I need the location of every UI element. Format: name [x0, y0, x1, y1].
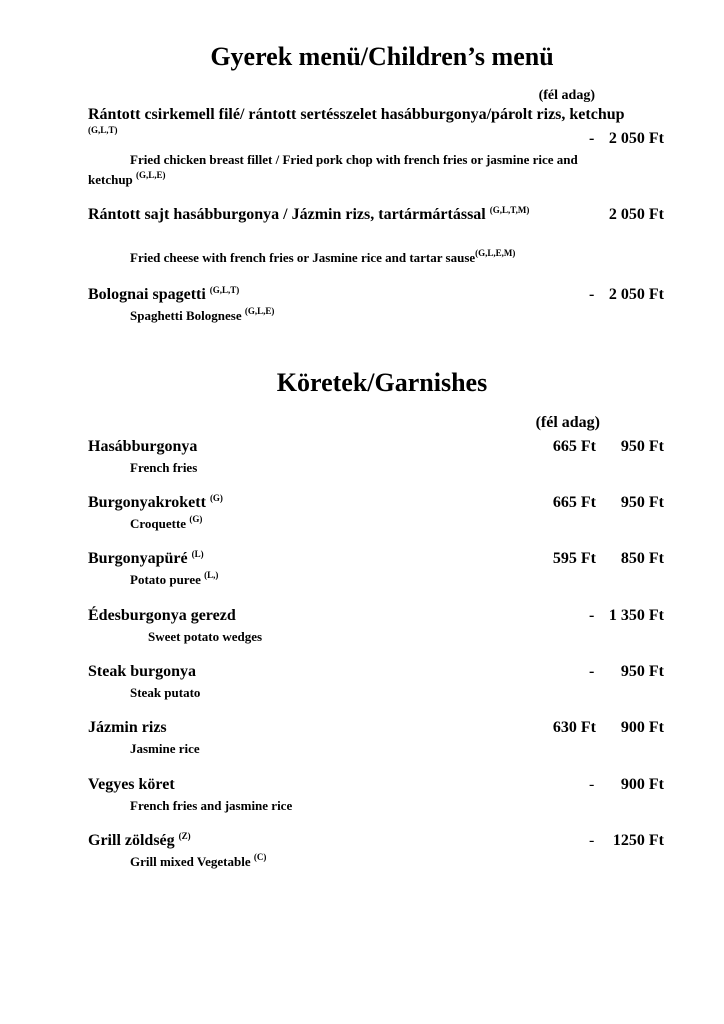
garnish-7-sub: French fries and jasmine rice: [130, 798, 293, 813]
garnish-2-half-price: 665 Ft: [552, 494, 596, 511]
garnish-7-half-price: -: [589, 776, 595, 793]
garnishes-title: Köretek/Garnishes: [276, 368, 488, 397]
garnish-8-name: Grill zöldség $^{(Z)}$: [88, 831, 191, 849]
kids-item-2-price: 2 050 Ft: [608, 206, 664, 223]
garnish-3-full-price: 850 Ft: [620, 550, 664, 567]
garnish-4-full-price: 1 350 Ft: [608, 607, 664, 624]
garnish-8-sub: Grill mixed Vegetable $^{(C)}$: [130, 852, 267, 869]
garnish-3-sub: Potato puree $^{(L,)}$: [130, 570, 219, 587]
kids-item-3-price: 2 050 Ft: [608, 286, 664, 303]
garnish-5-name: Steak burgonya: [88, 663, 197, 680]
garnish-6-full-price: 900 Ft: [620, 719, 664, 736]
garnish-4-name: Édesburgonya gerezd: [88, 607, 236, 624]
garnish-3-half-price: 595 Ft: [552, 550, 596, 567]
kids-item-1-name: Rántott csirkemell filé/ rántott sertésszelet hasábburgonya/párolt rizs, ketchup: [88, 106, 625, 123]
garnish-2-sub: Croquette $^{(G)}$: [130, 514, 203, 531]
garnish-1-sub: French fries: [130, 460, 198, 475]
garnish-6-name: Jázmin rizs: [88, 719, 167, 736]
garnish-1-name: Hasábburgonya: [88, 438, 198, 455]
kids-item-3-sub: Spaghetti Bolognese $^{(G,L,E)}$: [130, 306, 275, 323]
kids-item-2-name: Rántott sajt hasábburgonya / Jázmin rizs, tartármártással $^{(G,L,T,M)}$: [88, 205, 530, 223]
garnish-6-sub: Jasmine rice: [130, 741, 200, 756]
garnish-7-name: Vegyes köret: [88, 776, 175, 793]
garnish-5-half-price: -: [589, 663, 595, 680]
kids-half-portion-note: (fél adag): [538, 88, 595, 103]
garnishes-half-portion-note: (fél adag): [535, 414, 600, 431]
kids-item-1-allergens: (G,L,T): [88, 125, 118, 135]
kids-item-1-price: 2 050 Ft: [608, 130, 664, 147]
kids-item-1-sub-line1: Fried chicken breast fillet / Fried pork chop with french fries or jasmine rice and: [130, 152, 578, 167]
garnish-1-full-price: 950 Ft: [620, 438, 664, 455]
garnish-8-half-price: -: [589, 832, 595, 849]
kids-item-3-name: Bolognai spagetti $^{(G,L,T)}$: [88, 285, 240, 303]
garnish-7-full-price: 900 Ft: [620, 776, 664, 793]
kids-title: Gyerek menü/Children’s menü: [210, 42, 554, 71]
kids-item-1-sub-line2: ketchup $^{(G,L,E)}$: [88, 170, 166, 187]
garnish-8-full-price: 1250 Ft: [612, 832, 664, 849]
garnish-6-half-price: 630 Ft: [552, 719, 596, 736]
kids-item-3-dash: -: [589, 286, 595, 303]
garnish-5-full-price: 950 Ft: [620, 663, 664, 680]
garnish-3-name: Burgonyapüré $^{(L)}$: [88, 549, 204, 567]
garnish-4-sub: Sweet potato wedges: [148, 629, 263, 644]
garnish-2-name: Burgonyakrokett $^{(G)}$: [88, 493, 223, 511]
garnish-2-full-price: 950 Ft: [620, 494, 664, 511]
kids-item-1-dash: -: [589, 130, 595, 147]
garnish-5-sub: Steak putato: [130, 685, 201, 700]
garnish-4-half-price: -: [589, 607, 595, 624]
kids-item-2-sub: Fried cheese with french fries or Jasmine rice and tartar sause$^{(G,L,E,M)}$: [130, 248, 516, 265]
garnish-1-half-price: 665 Ft: [552, 438, 596, 455]
